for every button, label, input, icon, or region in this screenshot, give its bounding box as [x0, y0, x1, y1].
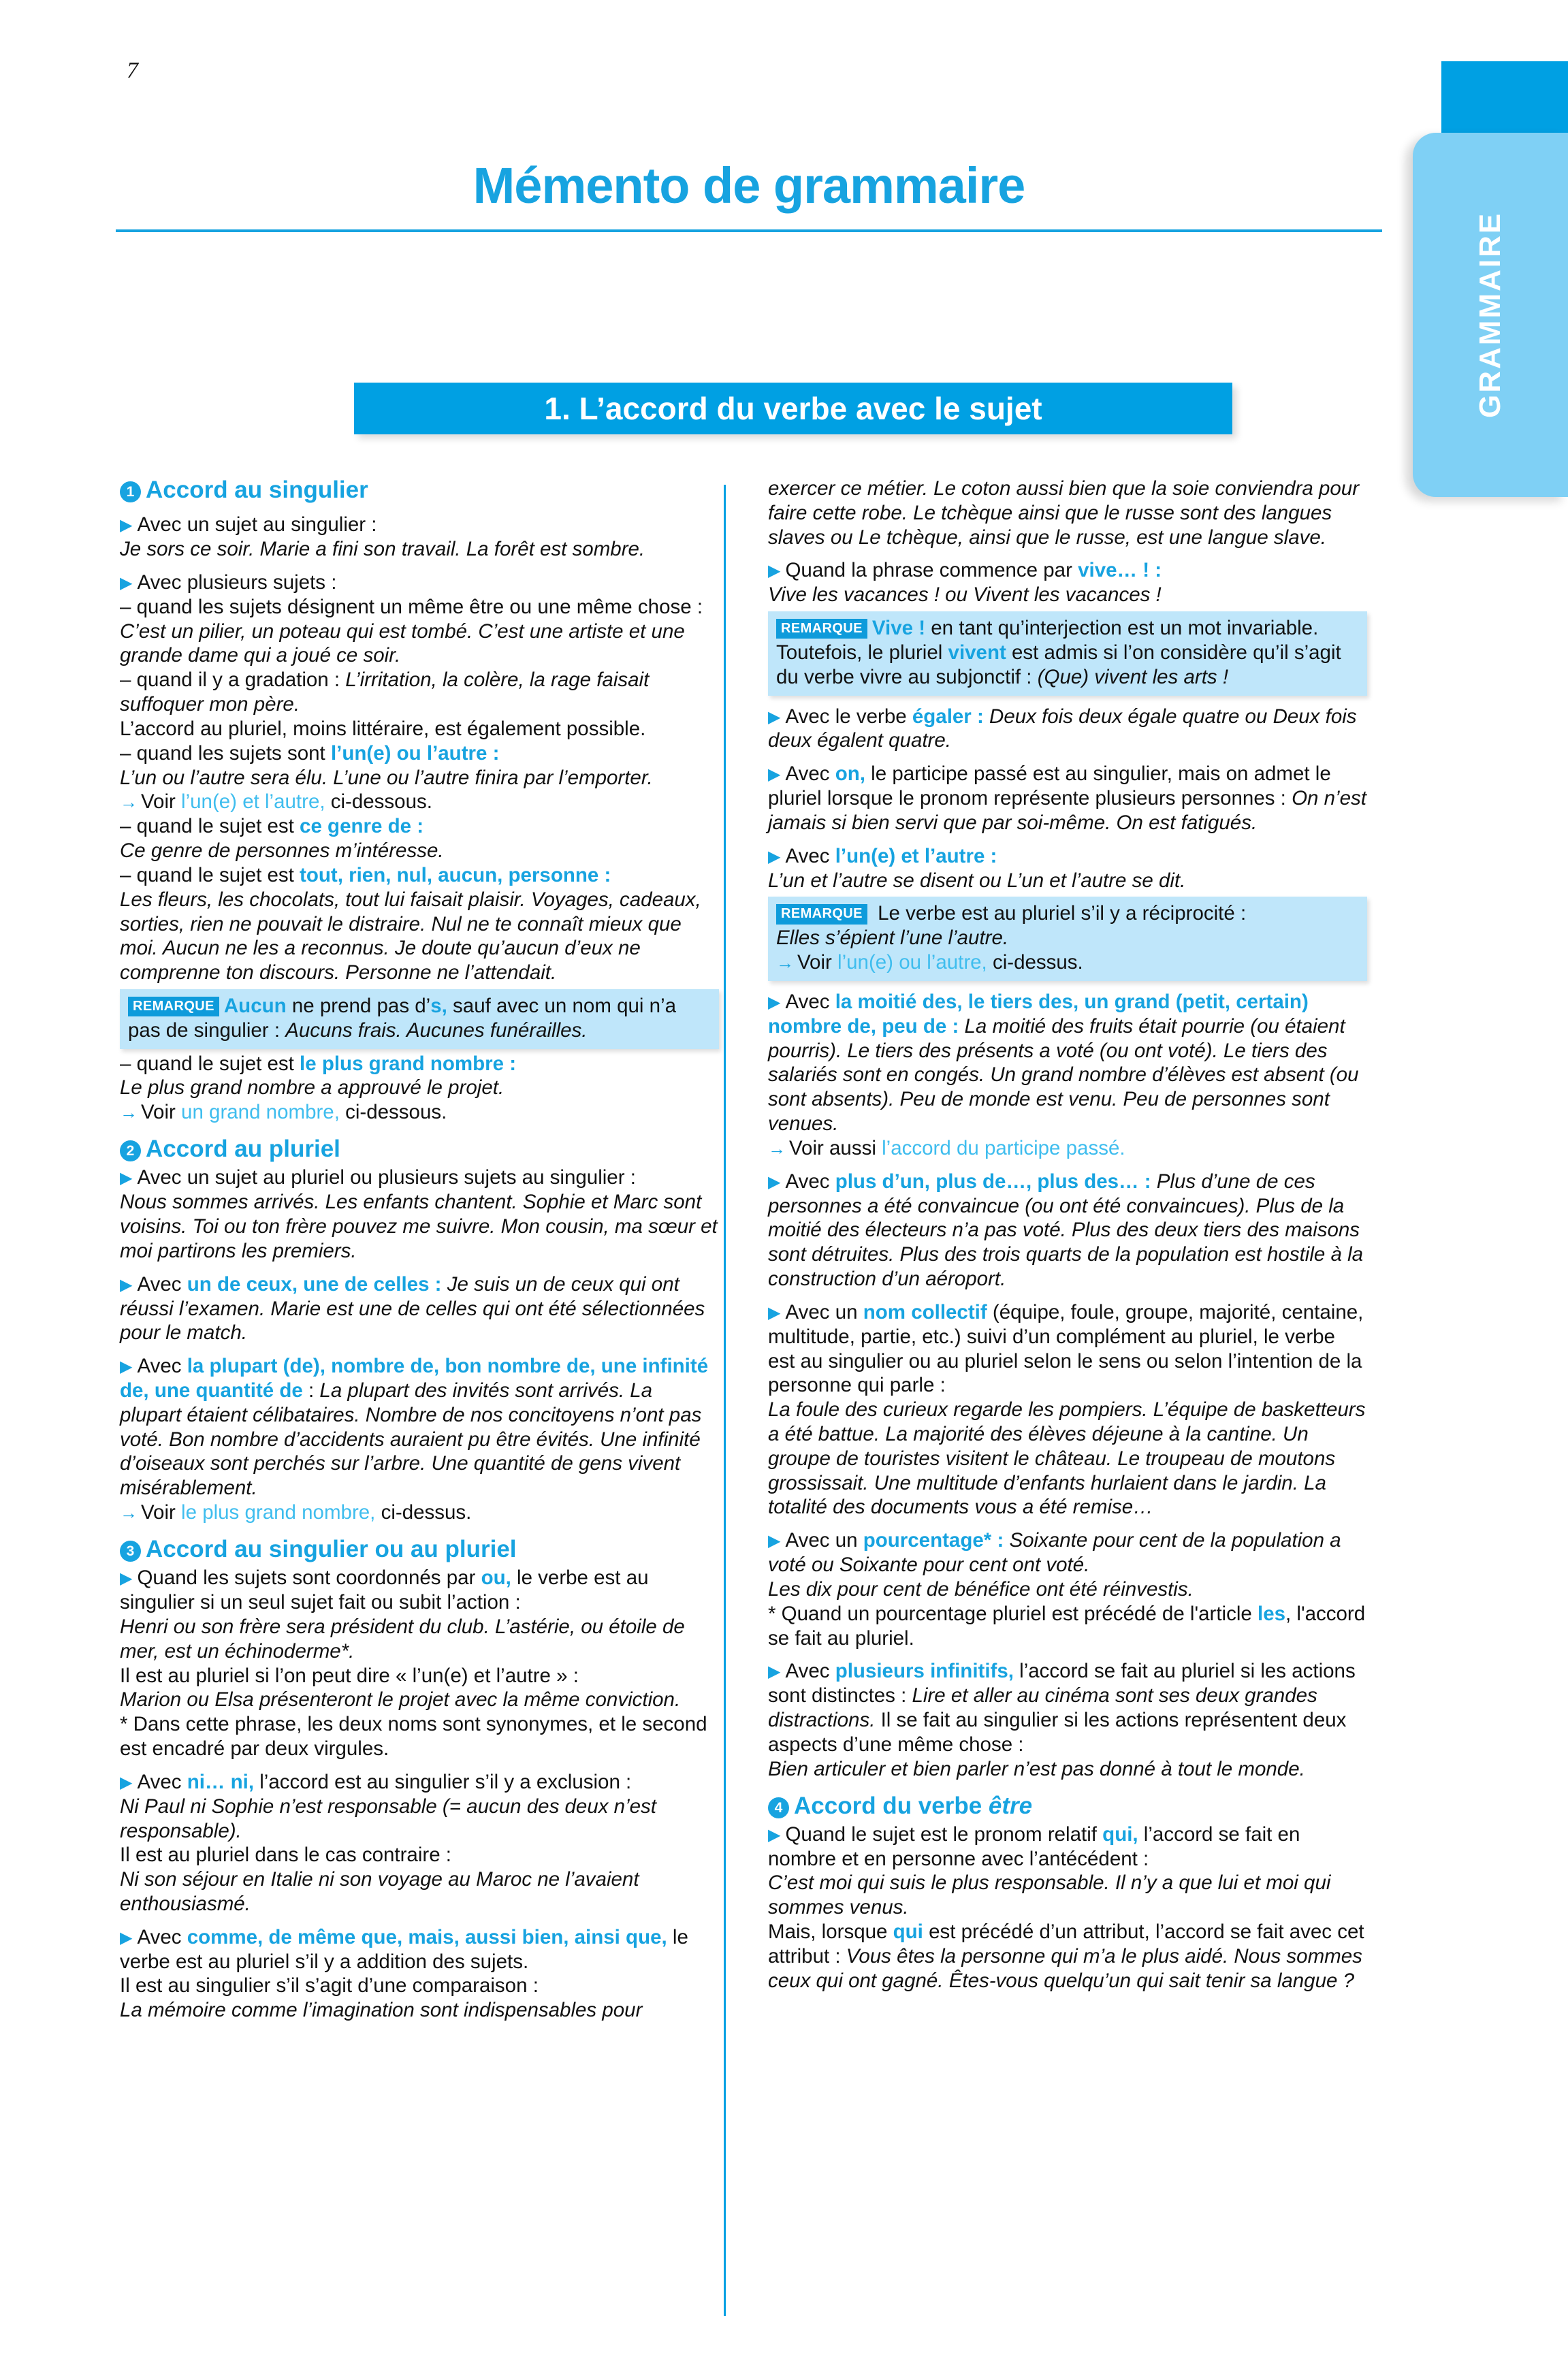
bullet-on — [768, 762, 1367, 835]
dash-lead: – quand les sujets désignent un même être ou une même chose : — [120, 595, 703, 618]
note-example: (Que) vivent les arts ! — [1037, 665, 1229, 688]
arrow-right-icon: → — [776, 952, 794, 974]
ref-term: un grand nombre, — [181, 1101, 340, 1124]
right-column — [768, 477, 1367, 1993]
ref-term: l’accord du participe passé. — [882, 1136, 1125, 1159]
triangle-bullet-icon: ▶ — [768, 993, 781, 1012]
bullet-lead: Quand les sujets sont coordonnés par — [137, 1567, 481, 1590]
triangle-bullet-icon: ▶ — [120, 1169, 133, 1188]
bullet-rest: le verbe est au pluriel s’il y a addition des sujets. — [120, 1925, 688, 1973]
bullet-lead: Avec — [785, 990, 835, 1013]
ref-prefix: Voir aussi — [789, 1136, 882, 1159]
remarque-tag: REMARQUE — [128, 997, 219, 1016]
bullet-vive — [768, 558, 1367, 583]
triangle-bullet-icon: ▶ — [120, 516, 133, 535]
arrow-right-icon: → — [120, 1102, 138, 1123]
bullet-label: Avec un sujet au singulier : — [137, 513, 377, 536]
key-term: pourcentage* — [863, 1529, 992, 1552]
bullet-lead: Avec — [137, 1355, 187, 1378]
key-term: l’un(e) ou l’autre : — [330, 741, 500, 765]
bullet-coordonnes-par-ou — [120, 1566, 719, 1615]
bullet-lead: Avec un — [785, 1529, 863, 1552]
bullet-plus-d-un — [768, 1170, 1367, 1291]
note-highlight: Vive ! — [871, 617, 926, 640]
heading-accord-du-verbe-etre — [768, 1793, 1367, 1820]
bullet-label: Avec un sujet au pluriel ou plusieurs sujets au singulier : — [137, 1166, 636, 1189]
bullet-lead: Avec — [785, 1660, 835, 1683]
bullet-lead: Avec — [137, 1272, 187, 1296]
heading-text: Accord au singulier ou au pluriel — [146, 1535, 517, 1562]
bullet-un-de-ceux — [120, 1272, 719, 1345]
key-term: plusieurs infinitifs, — [835, 1660, 1014, 1683]
example-nom-collectif: La foule des curieux regarde les pompiers. L’équipe de basketteurs a été battue. La majorité des élèves déjeune à la cantine. Un groupe de touristes visitent le château. Le troupeau de moutons grossissait. Une multitude d’enfants hurlaient dans le jardin. La totalité des documents vous a été remise… — [768, 1398, 1366, 1519]
bullet-lead: Avec — [137, 1925, 187, 1948]
bullet-avec-plusieurs-sujets — [120, 571, 719, 595]
bullet-nom-collectif — [768, 1300, 1367, 1398]
cross-reference-l-un-ou-l-autre — [776, 950, 1360, 975]
heading-text: Accord au singulier — [146, 477, 368, 503]
dash-item-ce-genre-de — [120, 814, 719, 839]
ref-term: le plus grand nombre, — [181, 1501, 376, 1524]
footnote-synonymes: * Dans cette phrase, les deux noms sont synonymes, et le second est encadré par deux virgules. — [120, 1713, 707, 1761]
key-term: comme, de même que, mais, aussi bien, ainsi que, — [187, 1925, 667, 1948]
cross-reference-l-un-et-l-autre — [120, 790, 719, 814]
example-coordonnes-par-ou: Henri ou son frère sera président du club. L’astérie, ou étoile de mer, est un échinoderme*. — [120, 1615, 685, 1663]
example-l-un-et-l-autre: L’un et l’autre se disent ou L’un et l’autre se dit. — [768, 869, 1186, 892]
key-term: l’un(e) et l’autre : — [835, 844, 997, 867]
dash-example: L’irritation, la colère, la rage faisait suffoquer mon père. — [120, 669, 650, 716]
ref-term: l’un(e) ou l’autre, — [837, 951, 987, 974]
rule-qui-attribut — [768, 1920, 1367, 1993]
dash-item-l-un-ou-l-autre — [120, 741, 719, 766]
note-example: Aucuns frais. Aucunes funérailles. — [285, 1018, 588, 1042]
section-tab-label: GRAMMAIRE — [1473, 211, 1507, 419]
ref-prefix: Voir — [797, 951, 838, 974]
triangle-bullet-icon: ▶ — [768, 1172, 781, 1191]
ref-prefix: Voir — [141, 1101, 182, 1124]
rule-example: Vous êtes la personne qui m’a le plus aidé. Nous sommes ceux qui ont gagné. Êtes-vous quelqu’un qui sait tenir sa langue ? — [768, 1944, 1362, 1992]
heading-number-badge: 2 — [120, 1140, 141, 1161]
bullet-pourcentage — [768, 1528, 1367, 1577]
bullet-lead: Quand la phrase commence par — [785, 559, 1078, 582]
example-la-memoire-comme: La mémoire comme l’imagination sont indispensables pour — [120, 1999, 643, 2022]
ref-suffix: ci-dessus. — [375, 1501, 472, 1524]
key-term-tail: : — [991, 1529, 1010, 1552]
column-divider — [724, 485, 726, 2316]
triangle-bullet-icon: ▶ — [120, 1275, 133, 1294]
bullet-lead: Avec — [137, 1770, 187, 1793]
key-term: un de ceux, une de celles : — [187, 1272, 442, 1296]
dash-example: C’est un pilier, un poteau qui est tombé. C’est une artiste et une grande dame qui a joué ce soir. — [120, 620, 685, 667]
remarque-box-vive — [768, 611, 1367, 695]
bullet-la-moitie-des — [768, 990, 1367, 1136]
key-term: le plus grand nombre : — [300, 1052, 517, 1075]
example-dix-pour-cent: Les dix pour cent de bénéfice ont été réinvestis. — [768, 1577, 1194, 1601]
bullet-example: La plupart des invités sont arrivés. La plupart étaient célibataires. Nombre de nos concitoyens n’ont pas voté. Bon nombre d’accidents auraient pu être évités. Une infinité d’oiseaux sont perchés sur l’arbre. Une quantité de gens vivent misérablement. — [120, 1379, 702, 1500]
bullet-sujet-au-pluriel — [120, 1166, 719, 1190]
example-tout-rien-nul: Les fleurs, les chocolats, tout lui faisait plaisir. Voyages, cadeaux, sorties, rien ne pouvait le distraire. Nul ne te connaît mieux que moi. Aucun ne les a reconnus. Je doute qu’aucun d’eux ne comprenne ton discours. Personne ne l’attendait. — [120, 888, 701, 984]
dash-lead: – quand le sujet est — [120, 863, 300, 886]
section-banner — [354, 383, 1232, 434]
ref-suffix: ci-dessus. — [987, 951, 1083, 974]
page-title: Mémento de grammaire — [473, 157, 1025, 214]
heading-text-italic: être — [988, 1792, 1033, 1819]
key-term: ni… ni, — [187, 1770, 255, 1793]
remarque-box-reciprocite — [768, 897, 1367, 980]
cross-reference-le-plus-grand-nombre — [120, 1500, 719, 1525]
key-term: la plupart (de), nombre de, bon nombre de, une infinité de, une quantité de — [120, 1355, 709, 1402]
bullet-lead: Avec — [785, 762, 835, 786]
arrow-right-icon: → — [768, 1138, 786, 1159]
heading-accord-au-pluriel — [120, 1136, 719, 1163]
bullet-pronom-relatif-qui — [768, 1822, 1367, 1872]
heading-accord-au-singulier — [120, 477, 719, 504]
bullet-rest: l’accord se fait en nombre et en personne avec l’antécédent : — [768, 1822, 1300, 1870]
bullet-l-un-et-l-autre — [768, 844, 1367, 869]
heading-accord-singulier-ou-pluriel — [120, 1536, 719, 1563]
example-sujet-au-pluriel: Nous sommes arrivés. Les enfants chantent. Sophie et Marc sont voisins. Toi ou ton frère pouvez me suivre. Mon cousin, ma sœur et moi partirons les premiers. — [120, 1191, 718, 1262]
rule-prefix: Mais, lorsque — [768, 1921, 893, 1944]
example-continuation-exercer-ce-metier: exercer ce métier. Le coton aussi bien que la soie conviendra pour faire cette robe. Le tchèque ainsi que le russe sont des langues slaves ou Le tchèque, ainsi que le russe, est une langue slave. — [768, 477, 1360, 549]
remarque-tag: REMARQUE — [776, 904, 867, 924]
bullet-example: Soixante pour cent de la population a voté ou Soixante pour cent ont voté. — [768, 1529, 1341, 1577]
bullet-rest: l’accord est au singulier s’il y a exclusion : — [254, 1770, 632, 1793]
key-term: ce genre de : — [300, 815, 424, 838]
dash-item-tout-rien-nul — [120, 863, 719, 888]
bullet-egaler — [768, 705, 1367, 754]
bullet-la-plupart-de — [120, 1354, 719, 1500]
example-le-plus-grand-nombre: Le plus grand nombre a approuvé le projet. — [120, 1076, 505, 1099]
key-term: la moitié des, le tiers des, un grand (petit, certain) nombre de, peu de — [768, 990, 1309, 1038]
key-term: les — [1258, 1602, 1286, 1625]
bullet-avec-un-sujet-au-singulier — [120, 513, 719, 537]
footnote-prefix: * Quand un pourcentage pluriel est précédé de l'article — [768, 1602, 1258, 1625]
note-highlight: vivent — [948, 641, 1006, 664]
triangle-bullet-icon: ▶ — [120, 1569, 133, 1588]
triangle-bullet-icon: ▶ — [768, 1825, 781, 1844]
bullet-example: Lire et aller au cinéma sont ses deux grandes distractions. — [768, 1684, 1317, 1732]
arrow-right-icon: → — [120, 1503, 138, 1524]
key-term: plus d’un, plus de…, plus des… : — [835, 1170, 1151, 1193]
note-highlight: s, — [430, 994, 447, 1017]
example-c-est-moi-qui-suis: C’est moi qui suis le plus responsable. Il n’y a que lui et moi qui sommes venus. — [768, 1872, 1331, 1919]
cross-reference-participe-passe — [768, 1136, 1367, 1161]
title-divider — [116, 229, 1382, 232]
bullet-lead: Quand le sujet est le pronom relatif — [785, 1822, 1103, 1846]
bullet-example: La moitié des fruits était pourrie (ou étaient pourris). Le tiers des présents a voté (ou ont voté). Le tiers des salariés sont en congés. Un grand nombre d’élèves est absent (ou sont absents). Peu de monde est venu. Peu de personnes sont venues. — [768, 1014, 1359, 1136]
key-term: égaler : — [912, 705, 984, 728]
footnote-suffix: , l'accord se fait au pluriel. — [768, 1602, 1366, 1650]
key-term: on, — [835, 762, 865, 786]
note-text: est admis si l’on considère qu’il s’agit du verbe vivre au subjonctif : — [776, 641, 1341, 688]
bullet-lead: Avec — [785, 1170, 835, 1193]
left-column — [120, 477, 719, 2023]
example-ni-sejour-ni-voyage: Ni son séjour en Italie ni son voyage au Maroc ne l’avaient enthousiasmé. — [120, 1868, 639, 1915]
heading-text: Accord du verbe — [794, 1792, 989, 1819]
note-text: sauf avec un nom qui n’a pas de singulier : — [128, 994, 677, 1042]
bullet-rest: le participe passé est au singulier, mais on admet le pluriel lorsque le pronom représente plusieurs personnes : — [768, 762, 1331, 810]
example-vive-les-vacances: Vive les vacances ! ou Vivent les vacances ! — [768, 583, 1162, 607]
dash-lead: – quand le sujet est — [120, 1052, 300, 1075]
bullet-plusieurs-infinitifs — [768, 1659, 1367, 1756]
ref-suffix: ci-dessous. — [339, 1101, 447, 1124]
triangle-bullet-icon: ▶ — [120, 1773, 133, 1792]
section-banner-label: 1. L’accord du verbe avec le sujet — [544, 391, 1042, 426]
note-first-line — [776, 901, 1360, 926]
arrow-right-icon: → — [120, 792, 138, 813]
note-text: ne prend pas d’ — [286, 994, 431, 1017]
key-term: vive… ! : — [1078, 559, 1162, 582]
bullet-ni-ni — [120, 1770, 719, 1795]
note-text: Le verbe est au pluriel s’il y a réciprocité : — [871, 902, 1247, 925]
dash-item-gradation — [120, 668, 719, 717]
example-ce-genre-de: Ce genre de personnes m’intéresse. — [120, 839, 444, 863]
bullet-lead: Avec le verbe — [785, 705, 912, 728]
note-accord-pluriel-litteraire: L’accord au pluriel, moins littéraire, est également possible. — [120, 717, 646, 740]
bullet-rest: le verbe est au singulier si un seul sujet fait ou subit l’action : — [120, 1567, 649, 1614]
ref-prefix: Voir — [141, 1501, 182, 1524]
cross-reference-un-grand-nombre — [120, 1100, 719, 1125]
rule-comparaison-singulier: Il est au singulier s’il s’agit d’une comparaison : — [120, 1974, 539, 1997]
rule-ni-ni-pluriel: Il est au pluriel dans le cas contraire : — [120, 1844, 451, 1867]
heading-number-badge: 1 — [120, 481, 141, 502]
bullet-label: Avec plusieurs sujets : — [137, 571, 337, 594]
triangle-bullet-icon: ▶ — [120, 1928, 133, 1947]
key-term-tail: : — [946, 1014, 965, 1038]
example-ni-paul-ni-sophie: Ni Paul ni Sophie n’est responsable (= aucun des deux n’est responsable). — [120, 1795, 656, 1842]
key-term: qui — [893, 1921, 923, 1944]
bullet-example: Je suis un de ceux qui ont réussi l’examen. Marie est une de celles qui ont été sélectionnées pour le match. — [120, 1272, 705, 1345]
key-term: tout, rien, nul, aucun, personne : — [300, 863, 611, 886]
note-example: Elles s’épient l’une l’autre. — [776, 927, 1009, 950]
triangle-bullet-icon: ▶ — [768, 1663, 781, 1682]
key-term: nom collectif — [863, 1300, 987, 1323]
key-term: qui, — [1102, 1822, 1138, 1846]
rule-suffix: est précédé d’un attribut, l’accord se fait avec cet attribut : — [768, 1921, 1364, 1968]
ref-term: l’un(e) et l’autre, — [181, 790, 325, 814]
note-highlight: Aucun — [223, 994, 287, 1017]
bullet-example: Deux fois deux égale quatre ou Deux fois deux égalent quatre. — [768, 705, 1357, 752]
bullet-lead: Avec un — [785, 1300, 863, 1323]
example-sujet-singulier: Je sors ce soir. Marie a fini son travail. La forêt est sombre. — [120, 538, 645, 561]
bullet-lead: Avec — [785, 844, 835, 867]
bullet-example: On n’est jamais si bien servi que par soi-même. On est fatigués. — [768, 787, 1366, 834]
triangle-bullet-icon: ▶ — [120, 1358, 133, 1377]
rule-pluriel-l-un-et-l-autre: Il est au pluriel si l’on peut dire « l’un(e) et l’autre » : — [120, 1664, 579, 1687]
bullet-example: Plus d’une de ces personnes a été convaincue (ou ont été convaincues). Plus de la moitié des électeurs n’a pas voté. Plus des deux tiers des maisons sont détruites. Plus des trois quarts de la population est hostile à la construction d’un aéroport. — [768, 1170, 1364, 1291]
key-term: ou, — [481, 1567, 511, 1590]
bullet-rest: (équipe, foule, groupe, majorité, centaine, multitude, partie, etc.) suivi d’un complément au pluriel, le verbe est au singulier ou au pluriel selon le sens ou selon l’intention de la personne qui parle : — [768, 1300, 1364, 1397]
example-bien-articuler: Bien articuler et bien parler n’est pas donné à tout le monde. — [768, 1757, 1305, 1780]
triangle-bullet-icon: ▶ — [768, 1303, 781, 1322]
remarque-box-aucun — [120, 989, 719, 1049]
example-l-un-ou-l-autre: L’un ou l’autre sera élu. L’une ou l’autre finira par l’emporter. — [120, 766, 653, 789]
bullet-rest-2: Il se fait au singulier si les actions représentent deux aspects d’une même chose : — [768, 1709, 1347, 1756]
triangle-bullet-icon: ▶ — [768, 707, 781, 726]
triangle-bullet-icon: ▶ — [768, 562, 781, 581]
dash-lead: – quand le sujet est — [120, 815, 300, 838]
bullet-rest: l’accord se fait au pluriel si les actions sont distinctes : — [768, 1660, 1356, 1707]
bullet-comme-de-meme-que — [120, 1925, 719, 1974]
heading-number-badge: 3 — [120, 1541, 141, 1562]
triangle-bullet-icon: ▶ — [120, 573, 133, 592]
triangle-bullet-icon: ▶ — [768, 847, 781, 866]
ref-suffix: ci-dessous. — [325, 790, 432, 814]
heading-number-badge: 4 — [768, 1797, 789, 1818]
ref-prefix: Voir — [141, 790, 182, 814]
remarque-tag: REMARQUE — [776, 619, 867, 639]
dash-item-meme-etre — [120, 595, 719, 668]
footnote-pourcentage — [768, 1602, 1367, 1651]
key-term-tail: : — [302, 1379, 315, 1402]
dash-lead: – quand les sujets sont — [120, 741, 331, 765]
dash-lead: – quand il y a gradation : — [120, 669, 346, 692]
triangle-bullet-icon: ▶ — [768, 1532, 781, 1551]
dash-item-le-plus-grand-nombre — [120, 1052, 719, 1076]
note-text: en tant qu’interjection est un mot invariable. Toutefois, le pluriel — [776, 617, 1319, 664]
example-marion-ou-elsa: Marion ou Elsa présenteront le projet avec la même conviction. — [120, 1688, 681, 1712]
heading-text: Accord au pluriel — [146, 1136, 340, 1163]
triangle-bullet-icon: ▶ — [768, 765, 781, 784]
page-number: 7 — [127, 58, 138, 83]
